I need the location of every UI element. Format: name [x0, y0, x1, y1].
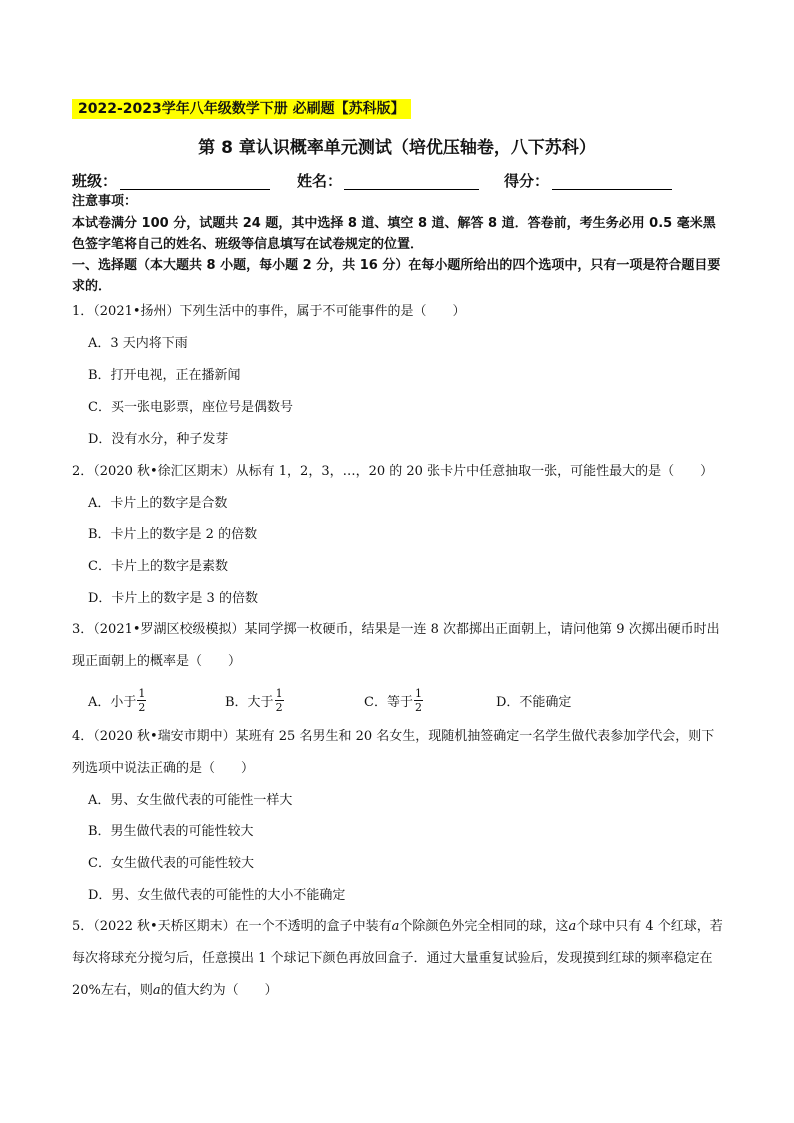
question-1-option-b: B．打开电视，正在播新闻	[88, 368, 241, 383]
question-5-stem	[72, 911, 727, 1007]
student-info-line	[72, 170, 732, 192]
question-2-option-b: B．卡片上的数字是 2 的倍数	[88, 527, 258, 542]
question-4-option-b: B．男生做代表的可能性较大	[88, 824, 254, 839]
question-3-option-d	[496, 680, 571, 720]
fraction-denominator: 2	[414, 700, 422, 714]
question-5-text: 个球中只有 4 个红球，若每次将球充分搅匀后，任意摸出 1 个球记下颜色再放回盒子．通过大量重复试验后，发现摸到红球的频率稳定在 20%左右，则	[72, 919, 723, 998]
variable-a: a	[568, 919, 577, 934]
fraction-denominator: 2	[275, 700, 283, 714]
question-3-option-c	[364, 680, 423, 720]
question-5-text: 个除颜色外完全相同的球，这	[399, 919, 569, 934]
class-field[interactable]	[120, 189, 270, 190]
class-label: 班级：	[72, 172, 118, 190]
fraction-one-half	[137, 687, 146, 714]
fraction-numerator: 1	[138, 686, 146, 700]
notes-heading: 注意事项：	[72, 194, 138, 209]
name-field[interactable]	[344, 189, 479, 190]
fraction-denominator: 2	[138, 700, 146, 714]
question-1-stem: 1．（2021•扬州）下列生活中的事件，属于不可能事件的是（ ）	[72, 304, 466, 319]
question-5-text: 5．（2022 秋•天桥区期末）在一个不透明的盒子中装有	[72, 919, 392, 934]
question-4-option-c: C．女生做代表的可能性较大	[88, 856, 254, 871]
question-1-option-c: C．买一张电影票，座位号是偶数号	[88, 400, 293, 415]
score-field[interactable]	[552, 189, 672, 190]
question-2-option-a: A．卡片上的数字是合数	[88, 496, 228, 511]
option-a-prefix: A．小于	[88, 694, 137, 710]
question-3-options	[88, 680, 688, 720]
question-5-text: 的值大约为（ ）	[160, 983, 278, 998]
question-4-option-d: D．男、女生做代表的可能性的大小不能确定	[88, 888, 346, 903]
exam-title: 第 8 章认识概率单元测试（培优压轴卷，八下苏科）	[198, 138, 596, 158]
question-3-stem: 3．（2021•罗湖区校级模拟）某同学掷一枚硬币，结果是一连 8 次都掷出正面朝上，请问他第 9 次掷出硬币时出现正面朝上的概率是（ ）	[72, 622, 720, 669]
variable-a: a	[391, 919, 400, 934]
score-label: 得分：	[504, 172, 550, 190]
option-d-prefix: D．不能确定	[496, 694, 572, 710]
name-label: 姓名：	[297, 172, 343, 190]
question-1-option-d: D．没有水分，种子发芽	[88, 432, 229, 447]
question-3-option-a	[88, 680, 146, 720]
option-c-prefix: C．等于	[364, 694, 413, 710]
fraction-one-half	[275, 687, 284, 714]
fraction-numerator: 1	[275, 686, 283, 700]
fraction-one-half	[414, 687, 423, 714]
fraction-numerator: 1	[414, 686, 422, 700]
series-banner: 2022-2023学年八年级数学下册 必刷题【苏科版】	[72, 99, 411, 119]
question-3-option-b	[225, 680, 284, 720]
variable-a: a	[152, 983, 161, 998]
question-4-stem: 4．（2020 秋•瑞安市期中）某班有 25 名男生和 20 名女生，现随机抽签确定一名学生做代表参加学代会，则下列选项中说法正确的是（ ）	[72, 729, 715, 776]
question-4-option-a: A．男、女生做代表的可能性一样大	[88, 793, 293, 808]
question-2-stem: 2．（2020 秋•徐汇区期末）从标有 1，2，3，…，20 的 20 张卡片中任意抽取一张，可能性最大的是（ ）	[72, 464, 714, 479]
question-2-option-c: C．卡片上的数字是素数	[88, 559, 228, 574]
section-heading: 一、选择题（本大题共 8 小题，每小题 2 分，共 16 分）在每小题所给出的四个选项中，只有一项是符合题目要求的．	[72, 258, 721, 294]
option-b-prefix: B．大于	[225, 694, 274, 710]
notes-text: 本试卷满分 100 分，试题共 24 题，其中选择 8 道、填空 8 道、解答 8 道．答卷前，考生务必用 0.5 毫米黑色签字笔将自己的姓名、班级等信息填写在试卷规定的位置．	[72, 216, 716, 252]
question-2-option-d: D．卡片上的数字是 3 的倍数	[88, 591, 258, 606]
question-1-option-a: A．3 天内将下雨	[88, 336, 188, 351]
